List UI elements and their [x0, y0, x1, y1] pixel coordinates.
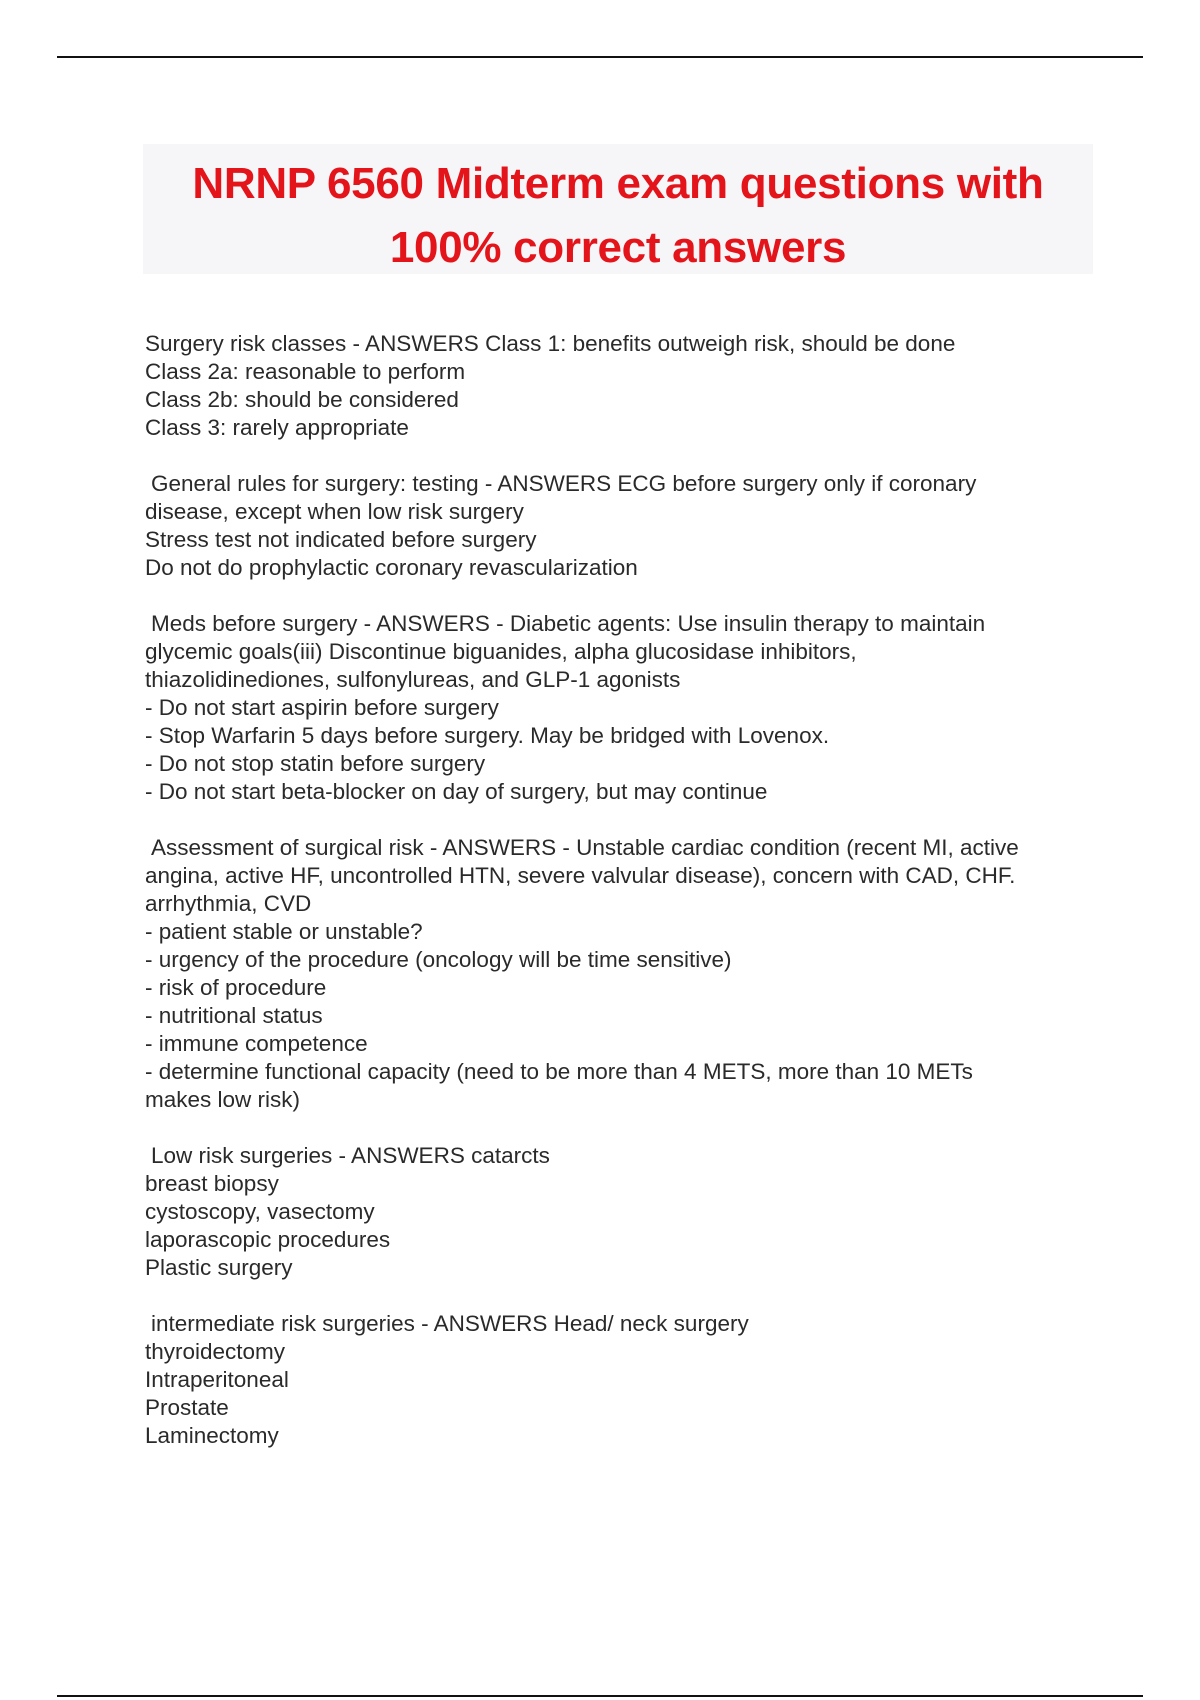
qa-line: Prostate	[145, 1395, 229, 1420]
qa-line: Laminectomy	[145, 1423, 279, 1448]
qa-line: General rules for surgery: testing - ANSWERS ECG before surgery only if coronary	[151, 471, 977, 496]
qa-low-risk-surgeries	[145, 1142, 1105, 1282]
qa-surgery-risk-classes	[145, 330, 1105, 442]
qa-intermediate-risk-surgeries	[145, 1310, 1105, 1450]
qa-line: makes low risk)	[145, 1087, 301, 1112]
document-title	[143, 144, 1093, 280]
qa-line: - Do not start aspirin before surgery	[145, 695, 499, 720]
qa-line: - patient stable or unstable?	[145, 919, 423, 944]
qa-line: - nutritional status	[145, 1003, 323, 1028]
title-line-2: 100% correct answers	[389, 223, 847, 272]
qa-line: Meds before surgery - ANSWERS - Diabetic agents: Use insulin therapy to maintain	[151, 611, 986, 636]
qa-line: breast biopsy	[145, 1171, 279, 1196]
document-body	[145, 330, 1105, 1478]
qa-line: - risk of procedure	[145, 975, 327, 1000]
qa-line: disease, except when low risk surgery	[145, 499, 524, 524]
qa-line: laporascopic procedures	[145, 1227, 391, 1252]
qa-line: Low risk surgeries - ANSWERS catarcts	[151, 1143, 550, 1168]
qa-line: Plastic surgery	[145, 1255, 293, 1280]
qa-line: arrhythmia, CVD	[145, 891, 312, 916]
qa-line: - Stop Warfarin 5 days before surgery. May be bridged with Lovenox.	[145, 723, 830, 748]
qa-assessment-surgical-risk	[145, 834, 1105, 1114]
qa-line: Intraperitoneal	[145, 1367, 289, 1392]
qa-line: - Do not start beta-blocker on day of surgery, but may continue	[145, 779, 768, 804]
qa-line: Assessment of surgical risk - ANSWERS - Unstable cardiac condition (recent MI, active	[151, 835, 1019, 860]
qa-line: - determine functional capacity (need to be more than 4 METS, more than 10 METs	[145, 1059, 973, 1084]
qa-line: - urgency of the procedure (oncology will be time sensitive)	[145, 947, 732, 972]
title-line-1: NRNP 6560 Midterm exam questions with	[192, 159, 1044, 208]
qa-line: angina, active HF, uncontrolled HTN, severe valvular disease), concern with CAD, CHF.	[145, 863, 1016, 888]
qa-line: thyroidectomy	[145, 1339, 286, 1364]
qa-line: Class 2a: reasonable to perform	[145, 359, 466, 384]
qa-line: Do not do prophylactic coronary revascularization	[145, 555, 638, 580]
qa-line: cystoscopy, vasectomy	[145, 1199, 375, 1224]
title-banner	[143, 144, 1093, 274]
qa-line: Class 2b: should be considered	[145, 387, 459, 412]
qa-line: - Do not stop statin before surgery	[145, 751, 486, 776]
qa-line: Class 3: rarely appropriate	[145, 415, 409, 440]
qa-line: - immune competence	[145, 1031, 368, 1056]
qa-line: intermediate risk surgeries - ANSWERS Head/ neck surgery	[151, 1311, 749, 1336]
top-rule	[57, 56, 1143, 58]
qa-line: glycemic goals(iii) Discontinue biguanides, alpha glucosidase inhibitors,	[145, 639, 857, 664]
qa-general-rules-testing	[145, 470, 1105, 582]
qa-meds-before-surgery	[145, 610, 1105, 806]
bottom-rule	[57, 1695, 1143, 1697]
qa-line: thiazolidinediones, sulfonylureas, and GLP-1 agonists	[145, 667, 681, 692]
qa-line: Surgery risk classes - ANSWERS Class 1: benefits outweigh risk, should be done	[145, 331, 956, 356]
qa-line: Stress test not indicated before surgery	[145, 527, 537, 552]
